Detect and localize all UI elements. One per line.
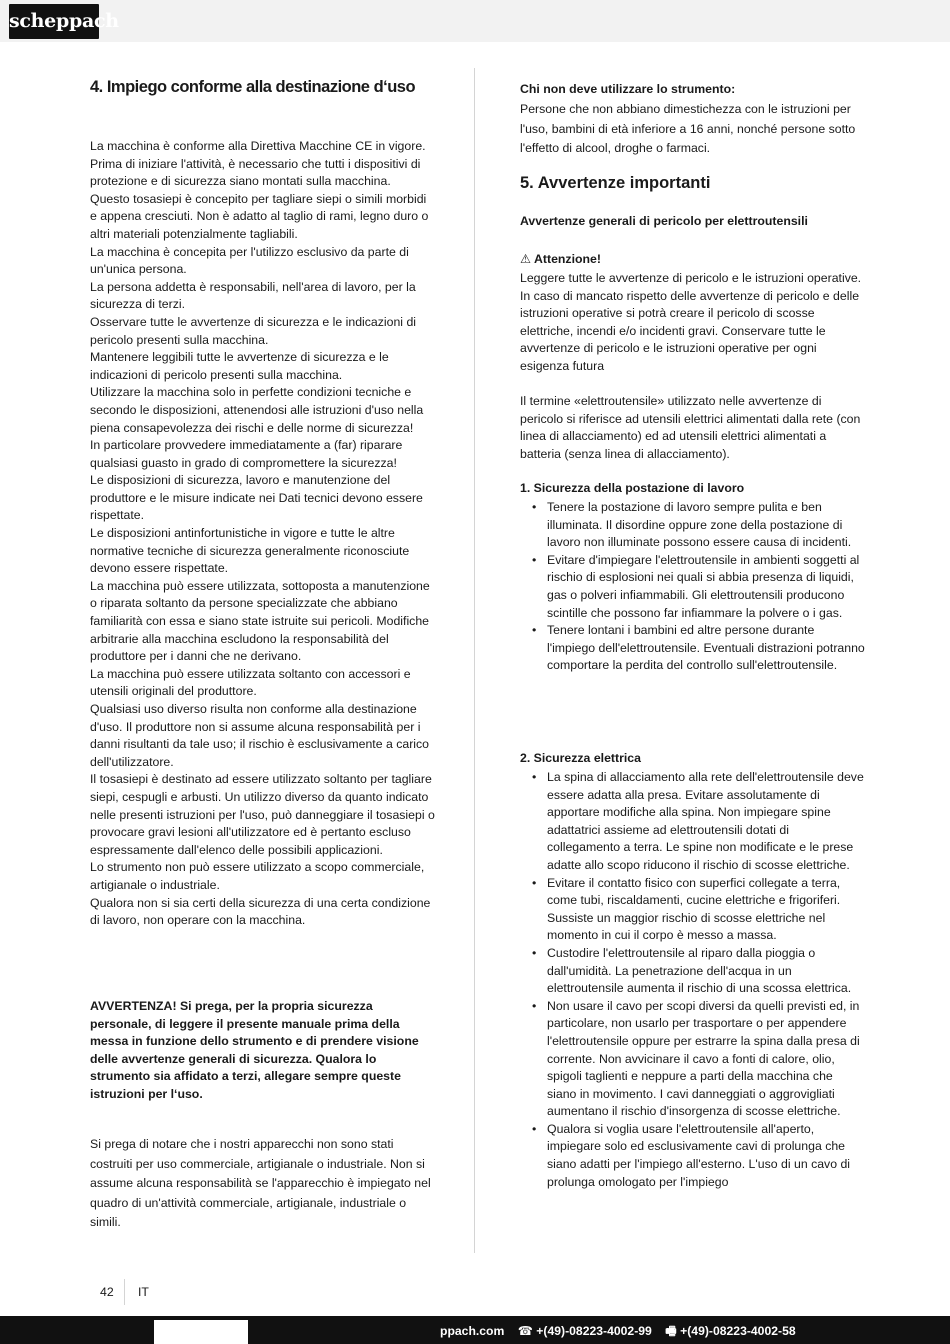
page-number: 42 [100, 1285, 114, 1299]
body-paragraph: Mantenere leggibili tutte le avvertenze di sicurezza e le indicazioni di pericolo presenti sulla macchina. [90, 350, 389, 382]
attention-text: Leggere tutte le avvertenze di pericolo e le istruzioni operative. In caso di mancato rispetto delle avvertenze di pericolo e delle istruzioni operative si potrà creare il pericolo di scosse elettriche, incendi e/o incidenti gravi. Conservare tutte le avvertenze di pericolo e le istruzioni operative per ogni esigenza futura [520, 271, 862, 373]
body-paragraph: Le disposizioni antinfortunistiche in vigore e tutte le altre normative tecniche di sicurezza generalmente riconosciute devono essere rispettate. [90, 526, 410, 576]
who-not-use-title: Chi non deve utilizzare lo strumento: [520, 82, 736, 96]
body-paragraph: Prima di iniziare l'attività, è necessario che tutti i dispositivi di protezione e di sicurezza siano montati sulla macchina. [90, 156, 421, 189]
general-warnings-subheading: Avvertenze generali di pericolo per elettroutensili [520, 214, 808, 228]
list-item: • Evitare d'impiegare l'elettroutensile in ambienti soggetti al rischio di esplosioni nei quali si abbia presenza di liquidi, gas o polveri infiammabili. Gli elettroutensili producono scintille che possono far infiammare la polvere o i gas. [520, 552, 865, 622]
section-2-list [520, 769, 865, 1191]
body-paragraph: Il tosasiepi è destinato ad essere utilizzato soltanto per tagliare siepi, cespugli e arbusti. Un utilizzo diverso da quanto indicato nelle presenti istruzioni per l'uso, può danneggiare il tosasiepi o provocare gravi lesioni all'utilizzatore ed è pertanto escluso espressamente dall'elenco delle possibili applicazioni. [90, 772, 435, 857]
safety-warning: AVVERTENZA! Si prega, per la propria sicurezza personale, di leggere il presente manuale prima della messa in funzione dello strumento e di prendere visione delle avvertenze generali di sicurezza. Qualora lo strumento sia affidato a terzi, allegare sempre queste istruzioni per l‘uso. [90, 999, 419, 1101]
body-paragraph: In particolare provvedere immediatamente a (far) riparare qualsiasi guasto in grado di compromettere la sicurezza! [90, 438, 403, 470]
who-not-use-text: Persone che non abbiano dimestichezza con le istruzioni per l'uso, bambini di età inferiore a 16 anni, nonché persone sotto l'effetto di alcool, droghe o farmaci. [520, 102, 856, 155]
brand-logo: scheppach [9, 4, 99, 39]
language-code: IT [138, 1285, 149, 1299]
section-4-body [90, 138, 435, 930]
body-paragraph: La macchina è conforme alla Direttiva Macchine CE in vigore. [90, 139, 426, 153]
list-item: • Qualora si voglia usare l'elettroutensile all'aperto, impiegare solo ed esclusivamente cavi di prolunga che siano adatti per l'impiego all'esterno. L'uso di un cavo di prolunga omologato per l'impiego [520, 1121, 865, 1191]
body-paragraph: Osservare tutte le avvertenze di sicurezza e le indicazioni di pericolo presenti sulla macchina. [90, 314, 417, 347]
list-item: • Tenere la postazione di lavoro sempre pulita e ben illuminata. Il disordine oppure zone della postazione di lavoro non illuminate possono essere causa di incidenti. [520, 499, 865, 552]
section-5-heading: 5. Avvertenze importanti [520, 174, 711, 192]
fax-number: 🖷 +(49)-08223-4002-58 [665, 1324, 796, 1338]
header-bar [0, 0, 950, 42]
phone-number: ☎ +(49)-08223-4002-99 [517, 1324, 652, 1338]
body-paragraph: Qualsiasi uso diverso risulta non conforme alla destinazione d'uso. Il produttore non si assume alcuna responsabilità per i danni risultanti da tale uso; il rischio è esclusivamente a carico dell'utilizzatore. [90, 702, 430, 769]
section-2-title: 2. Sicurezza elettrica [520, 751, 641, 765]
list-item: • Non usare il cavo per scopi diversi da quelli previsti ed, in particolare, non usarlo per trasportare o per appendere l'elettroutensile oppure per estrarre la spina dalla presa di corrente. Non avvicinare il cavo a fonti di calore, olio, spigoli taglienti e neppure a parti della macchina che siano in movimento. I cavi danneggiati o aggrovigliati aumentano il rischio d'insorgenza di scosse elettriche. [520, 998, 865, 1121]
body-paragraph: La macchina è concepita per l'utilizzo esclusivo da parte di un'unica persona. [90, 244, 409, 277]
usage-note: Si prega di notare che i nostri apparecchi non sono stati costruiti per uso commerciale, artigianale o industriale. Non si assume alcuna responsabilità se l'apparecchio è impiegato nel quadro di un'attività commerciale, artigianale, industriale o simili. [90, 1137, 431, 1229]
section-1-title: 1. Sicurezza della postazione di lavoro [520, 481, 745, 495]
body-paragraph: Le disposizioni di sicurezza, lavoro e manutenzione del produttore e le misure indicate nei Dati tecnici devono essere rispettate. [90, 473, 423, 523]
list-item: • Custodire l'elettroutensile al riparo dalla pioggia o dall'umidità. La penetrazione dell'acqua in un elettroutensile aumenta il rischio di una scossa elettrica. [520, 945, 865, 998]
attention-heading [520, 252, 601, 266]
section-4-heading: 4. Impiego conforme alla destinazione d‘uso [90, 78, 416, 96]
footer-separator [124, 1279, 125, 1305]
list-item: • Tenere lontani i bambini ed altre persone durante l'impiego dell'elettroutensile. Eventuali distrazioni potranno comportare la perdita del controllo sull'elettroutensile. [520, 622, 865, 675]
footer-white-box [154, 1320, 248, 1344]
list-item: • La spina di allacciamento alla rete dell'elettroutensile deve essere adatta alla presa. Evitare assolutamente di apportare modifiche alla spina. Non impiegare spine adattatrici assieme ad elettroutensili dotati di collegamento a terra. Le spine non modificate e le prese adatte allo scopo riducono il rischio di scosse elettriche. [520, 769, 865, 875]
warning-triangle-icon: ⚠ [520, 252, 532, 266]
list-item: • Evitare il contatto fisico con superfici collegate a terra, come tubi, riscaldamenti, cucine elettriche e frigoriferi. Sussiste un maggior rischio di scosse elettriche nel momento in cui il corpo è messo a massa. [520, 875, 865, 945]
body-paragraph: La macchina può essere utilizzata, sottoposta a manutenzione o riparata soltanto da persone specializzate che abbiano familiarità con essa e siano state istruite sui pericoli. Modifiche arbitrarie alla macchina escludono la responsabilità del produttore per i danni che ne derivano. [90, 578, 430, 664]
body-paragraph: La macchina può essere utilizzata soltanto con accessori e utensili originali del produttore. [90, 666, 411, 699]
term-definition: Il termine «elettroutensile» utilizzato nelle avvertenze di pericolo si riferisce ad utensili elettrici alimentati dalla rete (con linea di allacciamento) ed ad utensili elettrici alimentati a batteria (senza linea di allacciamento). [520, 394, 861, 461]
column-divider [474, 68, 475, 1253]
body-paragraph: Qualora non si sia certi della sicurezza di una certa condizione di lavoro, non operare con la macchina. [90, 895, 431, 928]
body-paragraph: Questo tosasiepi è concepito per tagliare siepi o simili morbidi e appena cresciuti. Non è adatto al taglio di rami, legno duro o altri materiali potenzialmente tagliabili. [90, 191, 429, 241]
website-link[interactable]: ppach.com [440, 1324, 505, 1338]
body-paragraph: Lo strumento non può essere utilizzato a scopo commerciale, artigianale o industriale. [90, 860, 425, 892]
section-1-list [520, 499, 865, 675]
body-paragraph: La persona addetta è responsabili, nell'area di lavoro, per la sicurezza di terzi. [90, 279, 416, 312]
body-paragraph: Utilizzare la macchina solo in perfette condizioni tecniche e secondo le disposizioni, attenendosi alle istruzioni d'uso nella piena consapevolezza dei rischi e delle norme di sicurezza! [90, 385, 424, 435]
footer-contact [440, 1322, 806, 1343]
attention-label: Attenzione! [534, 252, 601, 266]
